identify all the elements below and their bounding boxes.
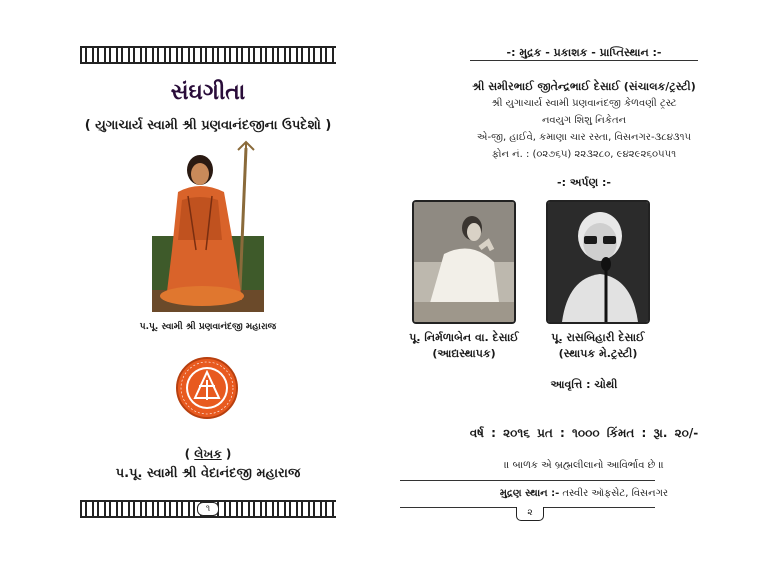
dedication-heading: -: અર્પણ :- bbox=[557, 176, 611, 189]
decorative-border-top bbox=[80, 46, 336, 64]
right-page bbox=[400, 0, 768, 564]
publisher-line: નવયુગ શિશુ નિકેતન bbox=[541, 115, 627, 126]
publisher-block bbox=[400, 78, 768, 163]
printer-info bbox=[400, 488, 768, 499]
swami-photo bbox=[152, 140, 264, 312]
dedicatee-role: (આદ્યસ્થાપક) bbox=[432, 347, 496, 360]
author-label: ( લેખક ) bbox=[184, 447, 232, 461]
printer-rule-top bbox=[400, 480, 655, 481]
book-title: સંઘગીતા bbox=[170, 80, 246, 105]
publisher-line: શ્રી યુગાચાર્ય સ્વામી પ્રણવાનંદજી કેળવણી ટ્રસ્ટ bbox=[491, 98, 677, 109]
sangha-logo-emblem bbox=[175, 356, 239, 420]
publisher-line: ફોન નં. : (૦૨૭૬૫) ૨૨૩૨૮૦, ૯૪૨૯૨૬૦૫૫૧ bbox=[491, 149, 677, 160]
author-name: પ.પૂ. સ્વામી શ્રી વેદાનંદજી મહારાજ bbox=[115, 466, 301, 481]
dedicatee-caption-2 bbox=[528, 330, 668, 362]
dedicatee-name: પૂ. રાસબિહારી દેસાઈ bbox=[551, 331, 645, 344]
printer-value: તસ્વીર ઑફસેટ, વિસનગર bbox=[559, 488, 669, 499]
dedicatee-caption-1 bbox=[394, 330, 534, 362]
dedicatee-role: (સ્થાપક મે.ટ્રસ્ટી) bbox=[558, 347, 638, 360]
publication-details: વર્ષ : ૨૦૧૬ પ્રત : ૧૦૦૦ કિંમત : રૂા. ૨૦/- bbox=[469, 426, 699, 440]
dedicatee-photo-nirmalaben bbox=[412, 200, 516, 324]
page-number-right: ૨ bbox=[516, 507, 544, 521]
decorative-border-bottom bbox=[80, 500, 336, 518]
edition-text: આવૃત્તિ : ચોથી bbox=[550, 378, 618, 391]
swami-photo-caption: પ.પૂ. સ્વામી શ્રી પ્રણવાનંદજી મહારાજ bbox=[139, 322, 277, 332]
heading-rule bbox=[470, 60, 698, 61]
book-subtitle: ( યુગાચાર્ય સ્વામી શ્રી પ્રણવાનંદજીના ઉપદેશો ) bbox=[84, 118, 332, 133]
printer-label: મુદ્રણ સ્થાન :- bbox=[499, 488, 560, 499]
publisher-name: શ્રી સમીરભાઈ જીતેન્દ્રભાઈ દેસાઈ (સંચાલક/ટ્રસ્ટી) bbox=[472, 80, 696, 93]
dedicatee-name: પૂ. નિર્મળાબેન વા. દેસાઈ bbox=[409, 331, 519, 344]
publisher-line: એ-જી, હાઈવે, કમાણા ચાર રસ્તા, વિસનગર-૩૮૪૩૧૫ bbox=[476, 132, 692, 143]
quote-text: ॥ બાળક એ બ્રહ્મલીલાનો આવિર્ભાવ છે ॥ bbox=[504, 460, 664, 471]
dedicatee-photo-rasbihari bbox=[546, 200, 650, 324]
publisher-heading: -: મુદ્રક - પ્રકાશક - પ્રાપ્તિસ્થાન :- bbox=[506, 46, 662, 59]
page-number-left: ૧ bbox=[197, 502, 219, 516]
